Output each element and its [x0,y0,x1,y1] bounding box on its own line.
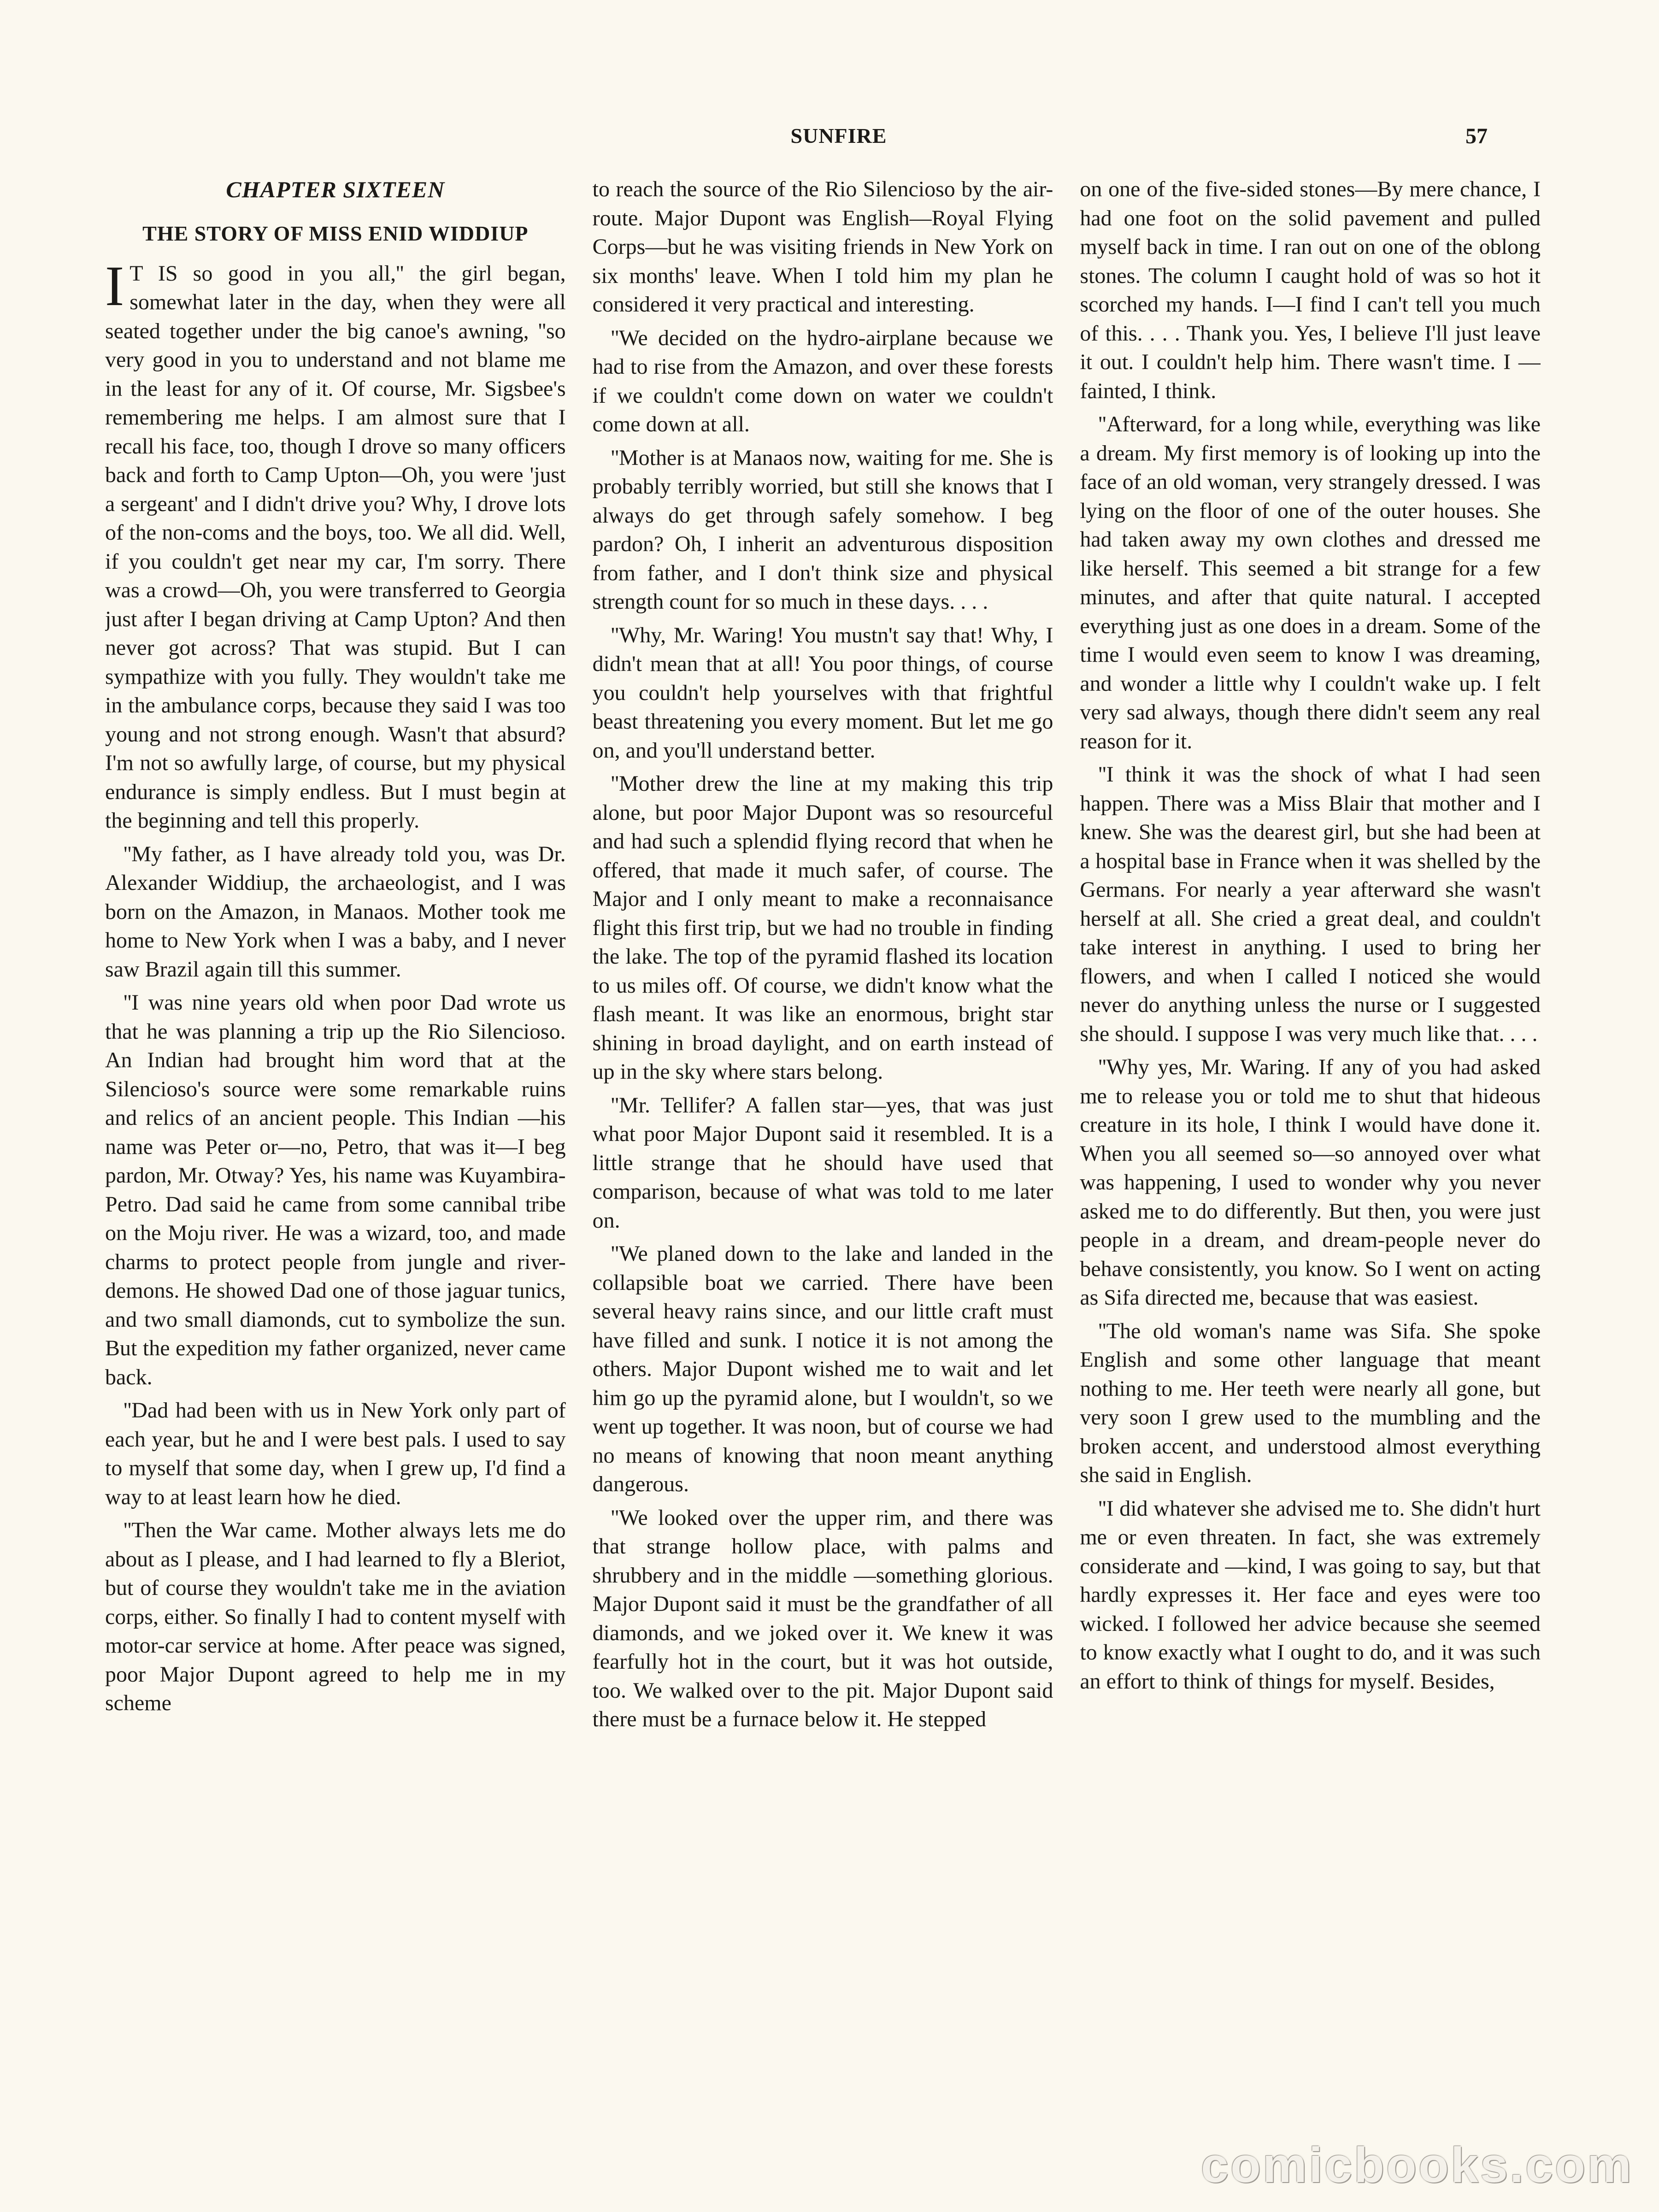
paragraph: ''Afterward, for a long while, everything was like a dream. My first memory is of looking up into the face of an old woman, very strangely dressed. I was lying on the floor of one of the outer houses. She had taken away my own clothes and dressed me like herself. This seemed a bit strange for a few minutes, and after that quite natural. I accepted everything just as one does in a dream. Some of the time I would even seem to know I was dreaming, and wonder a little why I couldn't wake up. I felt very sad always, though there didn't seem any real reason for it. [1080,412,1541,753]
paragraph: ''Mr. Tellifer? A fallen star—yes, that was just what poor Major Dupont said it resembled. It is a little strange that he should have used that comparison, because of what was told to me later on. [592,1093,1053,1233]
paragraph: ''We looked over the upper rim, and there was that strange hollow place, with palms and shrubbery and in the middle —something glorious. Major Dupont said it must be the grandfather of all diamonds, and we joked over it. We knew it was fearfully hot in the court, but it was hot outside, too. We walked over to the pit. Major Dupont said there must be a furnace below it. He stepped [592,1505,1053,1731]
column-3 [1080,175,1541,2088]
chapter-label: CHAPTER SIXTEEN [226,176,445,202]
paragraph: to reach the source of the Rio Silencioso by the air-route. Major Dupont was English—Royal Flying Corps—but he was visiting friends in New York on six months' leave. When I told him my plan he considered it very practical and interesting. [592,177,1053,317]
paragraph-text: T IS so good in you all,'' the girl began, somewhat later in the day, when they were all seated together under the big canoe's awning, ''so very good in you to understand and not blame me in the least for any of it. Of course, Mr. Sigsbee's remembering me helps. I am almost sure that I recall his face, too, though I drove so many officers back and forth to Camp Upton—Oh, you were 'just a sergeant' and I didn't drive you? Why, I drove lots of the non-coms and the boys, too. We all did. Well, if you couldn't get near my car, I'm sorry. There was a crowd—Oh, you were transferred to Georgia just after I began driving at Camp Upton? And then never got across? That was stupid. But I can sympathize with you fully. They wouldn't take me in the ambulance corps, because they said I was too young and not strong enough. Wasn't that absurd? I'm not so awfully large, of course, but my physical endurance is simply endless. But I must begin at the beginning and tell this properly. [105,261,566,833]
paragraph: ''We planed down to the lake and landed in the collapsible boat we carried. There have been several heavy rains since, and our little craft must have filled and sunk. I notice it is not among the others. Major Dupont wished me to wait and let him go up the pyramid alone, but I wouldn't, so we went up together. It was noon, but of course we had no means of knowing that noon meant anything dangerous. [592,1241,1053,1496]
paragraph: ''Mother drew the line at my making this trip alone, but poor Major Dupont was so resourceful and had such a splendid flying record that when he offered, that made it much safer, of course. The Major and I only meant to make a reconnaisance flight this first trip, but we had no trouble in finding the lake. The top of the pyramid flashed its location to us miles off. Of course, we didn't know what the flash meant. It was like an enormous, bright star shining in broad daylight, and on earth instead of up in the sky where stars belong. [592,771,1053,1084]
column-2 [593,175,1053,2088]
running-title: SUNFIRE [790,124,887,147]
paragraph: ''I was nine years old when poor Dad wrote us that he was planning a trip up the Rio Silencioso. An Indian had brought him word that at the Silencioso's source were some remarkable ruins and relics of an ancient people. This Indian —his name was Peter or—no, Petro, that was it—I beg pardon, Mr. Otway? Yes, his name was Kuyambira-Petro. Dad said he came from some cannibal tribe on the Moju river. He was a wizard, too, and made charms to protect people from jungle and river-demons. He showed Dad one of those jaguar tunics, and two small diamonds, cut to symbolize the sun. But the expedition my father organized, never came back. [105,990,566,1389]
paragraph: ''Why, Mr. Waring! You mustn't say that! Why, I didn't mean that at all! You poor things, of course you couldn't help yourselves with that frightful beast threatening you every moment. But let me go on, and you'll understand better. [592,623,1053,763]
paragraph: ''Why yes, Mr. Waring. If any of you had asked me to release you or told me to shut that hideous creature in its hole, I think I would have done it. When you all seemed so—so annoyed over what was happening, I used to wonder why you never asked me to do differently. But then, you were just people in a dream, and dream-people never do behave consistently, you know. So I went on acting as Sifa directed me, because that was easiest. [1080,1055,1541,1310]
paragraph: ''We decided on the hydro-airplane because we had to rise from the Amazon, and over these forests if we couldn't come down on water we couldn't come down at all. [592,325,1053,436]
paragraph: ''Mother is at Manaos now, waiting for me. She is probably terribly worried, but still she knows that I always do get through safely somehow. I beg pardon? Oh, I inherit an adventurous disposition from father, and I don't think size and physical strength count for so much in these days. . . . [592,445,1053,614]
story-title: THE STORY OF MISS ENID WIDDIUP [142,221,529,245]
watermark: comicbooks.com [1200,2137,1633,2193]
column-1 [105,175,566,2088]
running-head [0,124,1659,160]
paragraph: ''I did whatever she advised me to. She didn't hurt me or even threaten. In fact, she was extremely considerate and —kind, I was going to say, but that hardly expresses it. Her face and eyes were too wicked. I followed her advice because she seemed to know exactly what I ought to do, and it was such an effort to think of things for myself. Besides, [1080,1496,1541,1694]
paragraph: on one of the five-sided stones—By mere chance, I had one foot on the solid pavement and pulled myself back in time. I ran out on one of the oblong stones. The column I caught hold of was so hot it scorched my hands. I—I find I can't tell you much of this. . . . Thank you. Yes, I believe I'll just leave it out. I couldn't help him. There wasn't time. I —fainted, I think. [1080,177,1541,403]
drop-cap: I [105,254,124,318]
page-number: 57 [1465,124,1488,148]
paragraph: ''Then the War came. Mother always lets me do about as I please, and I had learned to fly a Bleriot, but of course they wouldn't take me in the aviation corps, either. So finally I had to content myself with motor-car service at home. After peace was signed, poor Major Dupont agreed to help me in my scheme [105,1518,566,1715]
paragraph [105,254,566,835]
paragraph: ''I think it was the shock of what I had seen happen. There was a Miss Blair that mother and I knew. She was the dearest girl, but she had been at a hospital base in France when it was shelled by the Germans. For nearly a year afterward she wasn't herself at all. She cried a great deal, and couldn't take interest in anything. I used to bring her flowers, and when I called I noticed she would never do anything unless the nurse or I suggested she should. I suppose I was very much like that. . . . [1080,762,1541,1046]
paragraph: ''My father, as I have already told you, was Dr. Alexander Widdiup, the archaeologist, and I was born on the Amazon, in Manaos. Mother took me home to New York when I was a baby, and I never saw Brazil again till this summer. [105,841,566,982]
paragraph: ''The old woman's name was Sifa. She spoke English and some other language that meant nothing to me. Her teeth were nearly all gone, but very soon I grew used to the mumbling and the broken accent, and understood almost everything she said in English. [1080,1318,1541,1487]
text-columns [105,175,1541,2088]
paragraph: ''Dad had been with us in New York only part of each year, but he and I were best pals. I used to say to myself that some day, when I grew up, I'd find a way to at least learn how he died. [105,1398,566,1509]
